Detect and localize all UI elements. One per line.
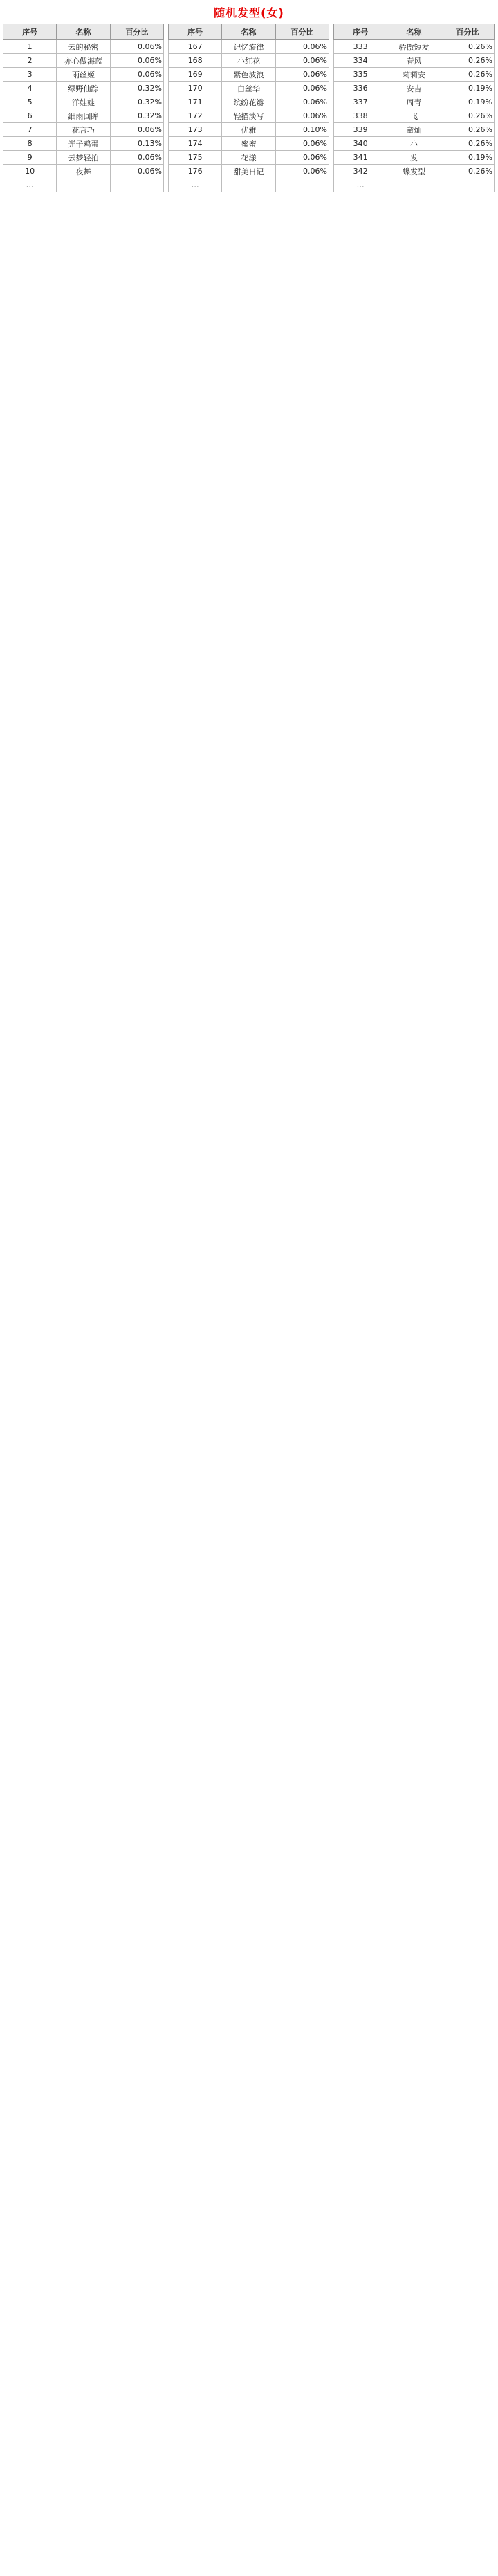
header-name: 名称 (57, 24, 110, 40)
row-number: 170 (169, 82, 222, 95)
header-pct: 百分比 (110, 24, 163, 40)
row-number: 1 (3, 40, 57, 54)
row-number: 4 (3, 82, 57, 95)
row-number: 340 (334, 137, 387, 151)
row-percent: 0.13% (110, 137, 163, 151)
row-name (387, 178, 441, 192)
row-name: 安吉 (387, 82, 441, 95)
row-name: 蜜蜜 (222, 137, 275, 151)
row-name: 轻描淡写 (222, 109, 275, 123)
row-number: 335 (334, 68, 387, 82)
hairstyle-table (168, 24, 329, 192)
table-row (169, 151, 329, 165)
row-number: 334 (334, 54, 387, 68)
table-header-row (334, 24, 495, 40)
row-percent: 0.06% (110, 123, 163, 137)
row-percent: 0.26% (441, 123, 494, 137)
row-name: 童灿 (387, 123, 441, 137)
table-row (334, 54, 495, 68)
table-row (334, 109, 495, 123)
table-row (169, 165, 329, 178)
row-percent: 0.06% (275, 137, 329, 151)
table-row (3, 165, 164, 178)
row-name: 洋娃娃 (57, 95, 110, 109)
row-percent: 0.19% (441, 95, 494, 109)
row-number: 5 (3, 95, 57, 109)
row-percent: 0.06% (275, 68, 329, 82)
row-percent: 0.06% (275, 109, 329, 123)
row-percent: 0.26% (441, 137, 494, 151)
row-number: … (3, 178, 57, 192)
row-number: 172 (169, 109, 222, 123)
row-name: 发 (387, 151, 441, 165)
table-row (169, 54, 329, 68)
row-percent: 0.06% (275, 54, 329, 68)
row-percent: 0.06% (110, 68, 163, 82)
row-number: 8 (3, 137, 57, 151)
hairstyle-table (3, 24, 164, 192)
row-number: 337 (334, 95, 387, 109)
table-row (334, 123, 495, 137)
table-row (169, 40, 329, 54)
row-name (57, 178, 110, 192)
row-name: 甜美日记 (222, 165, 275, 178)
row-name: 莉莉安 (387, 68, 441, 82)
row-percent: 0.06% (110, 165, 163, 178)
row-name: 雨丝姬 (57, 68, 110, 82)
row-percent: 0.19% (441, 82, 494, 95)
table-row (169, 178, 329, 192)
row-name: 骄傲短发 (387, 40, 441, 54)
row-percent (441, 178, 494, 192)
row-name: 飞 (387, 109, 441, 123)
row-percent: 0.06% (275, 165, 329, 178)
row-number: 175 (169, 151, 222, 165)
table-row (169, 123, 329, 137)
row-name: 花言巧 (57, 123, 110, 137)
table-header-row (3, 24, 164, 40)
row-percent: 0.06% (275, 40, 329, 54)
row-name: 细雨回眸 (57, 109, 110, 123)
row-percent: 0.26% (441, 54, 494, 68)
row-percent: 0.26% (441, 109, 494, 123)
row-name: 花漾 (222, 151, 275, 165)
table-row (334, 40, 495, 54)
table-row (169, 95, 329, 109)
row-number: 10 (3, 165, 57, 178)
row-percent (275, 178, 329, 192)
row-number: 7 (3, 123, 57, 137)
table-row (334, 137, 495, 151)
table-row (3, 54, 164, 68)
row-percent: 0.26% (441, 165, 494, 178)
table-row (3, 151, 164, 165)
row-percent: 0.26% (441, 40, 494, 54)
table-row (334, 95, 495, 109)
row-name: 绿野仙踪 (57, 82, 110, 95)
table-row (3, 95, 164, 109)
row-number: 341 (334, 151, 387, 165)
row-number: 168 (169, 54, 222, 68)
row-name: 紫色波浪 (222, 68, 275, 82)
row-percent: 0.10% (275, 123, 329, 137)
header-name: 名称 (222, 24, 275, 40)
table-row (169, 109, 329, 123)
table-row (3, 68, 164, 82)
header-no: 序号 (334, 24, 387, 40)
row-percent (110, 178, 163, 192)
row-name: 缤纷花瓣 (222, 95, 275, 109)
row-name: 春风 (387, 54, 441, 68)
row-name (222, 178, 275, 192)
row-number: 174 (169, 137, 222, 151)
row-name: 小红花 (222, 54, 275, 68)
row-name: 小 (387, 137, 441, 151)
row-name: 亦心做海蓝 (57, 54, 110, 68)
row-number: 173 (169, 123, 222, 137)
header-no: 序号 (3, 24, 57, 40)
row-number: 6 (3, 109, 57, 123)
row-percent: 0.06% (275, 82, 329, 95)
row-name: 记忆旋律 (222, 40, 275, 54)
header-pct: 百分比 (441, 24, 494, 40)
row-name: 光子鸡蛋 (57, 137, 110, 151)
row-number: 342 (334, 165, 387, 178)
row-percent: 0.19% (441, 151, 494, 165)
table-row (169, 137, 329, 151)
table-row (169, 68, 329, 82)
table-row (3, 82, 164, 95)
row-number: … (169, 178, 222, 192)
row-number: 169 (169, 68, 222, 82)
row-percent: 0.06% (110, 40, 163, 54)
row-number: 333 (334, 40, 387, 54)
row-number: … (334, 178, 387, 192)
row-number: 3 (3, 68, 57, 82)
row-number: 336 (334, 82, 387, 95)
table-row (3, 137, 164, 151)
table-row (3, 40, 164, 54)
row-percent: 0.32% (110, 82, 163, 95)
hairstyle-table (333, 24, 495, 192)
hairstyle-table-area (3, 24, 495, 192)
row-number: 176 (169, 165, 222, 178)
row-percent: 0.06% (110, 54, 163, 68)
table-row (3, 178, 164, 192)
table-row (334, 165, 495, 178)
row-number: 339 (334, 123, 387, 137)
row-name: 蝶发型 (387, 165, 441, 178)
header-pct: 百分比 (275, 24, 329, 40)
table-row (169, 82, 329, 95)
row-name: 夜舞 (57, 165, 110, 178)
header-name: 名称 (387, 24, 441, 40)
row-name: 云的秘密 (57, 40, 110, 54)
row-number: 9 (3, 151, 57, 165)
header-no: 序号 (169, 24, 222, 40)
row-percent: 0.06% (275, 151, 329, 165)
row-percent: 0.32% (110, 95, 163, 109)
table-row (334, 68, 495, 82)
row-percent: 0.06% (110, 151, 163, 165)
row-percent: 0.26% (441, 68, 494, 82)
row-percent: 0.32% (110, 109, 163, 123)
row-number: 171 (169, 95, 222, 109)
row-percent: 0.06% (275, 95, 329, 109)
row-name: 周青 (387, 95, 441, 109)
row-name: 云梦轻拍 (57, 151, 110, 165)
row-number: 2 (3, 54, 57, 68)
table-row (334, 178, 495, 192)
table-row (3, 109, 164, 123)
table-row (334, 151, 495, 165)
row-number: 338 (334, 109, 387, 123)
table-header-row (169, 24, 329, 40)
row-name: 白丝华 (222, 82, 275, 95)
row-name: 优雅 (222, 123, 275, 137)
table-row (334, 82, 495, 95)
page-title: 随机发型(女) (214, 6, 284, 19)
row-number: 167 (169, 40, 222, 54)
table-row (3, 123, 164, 137)
